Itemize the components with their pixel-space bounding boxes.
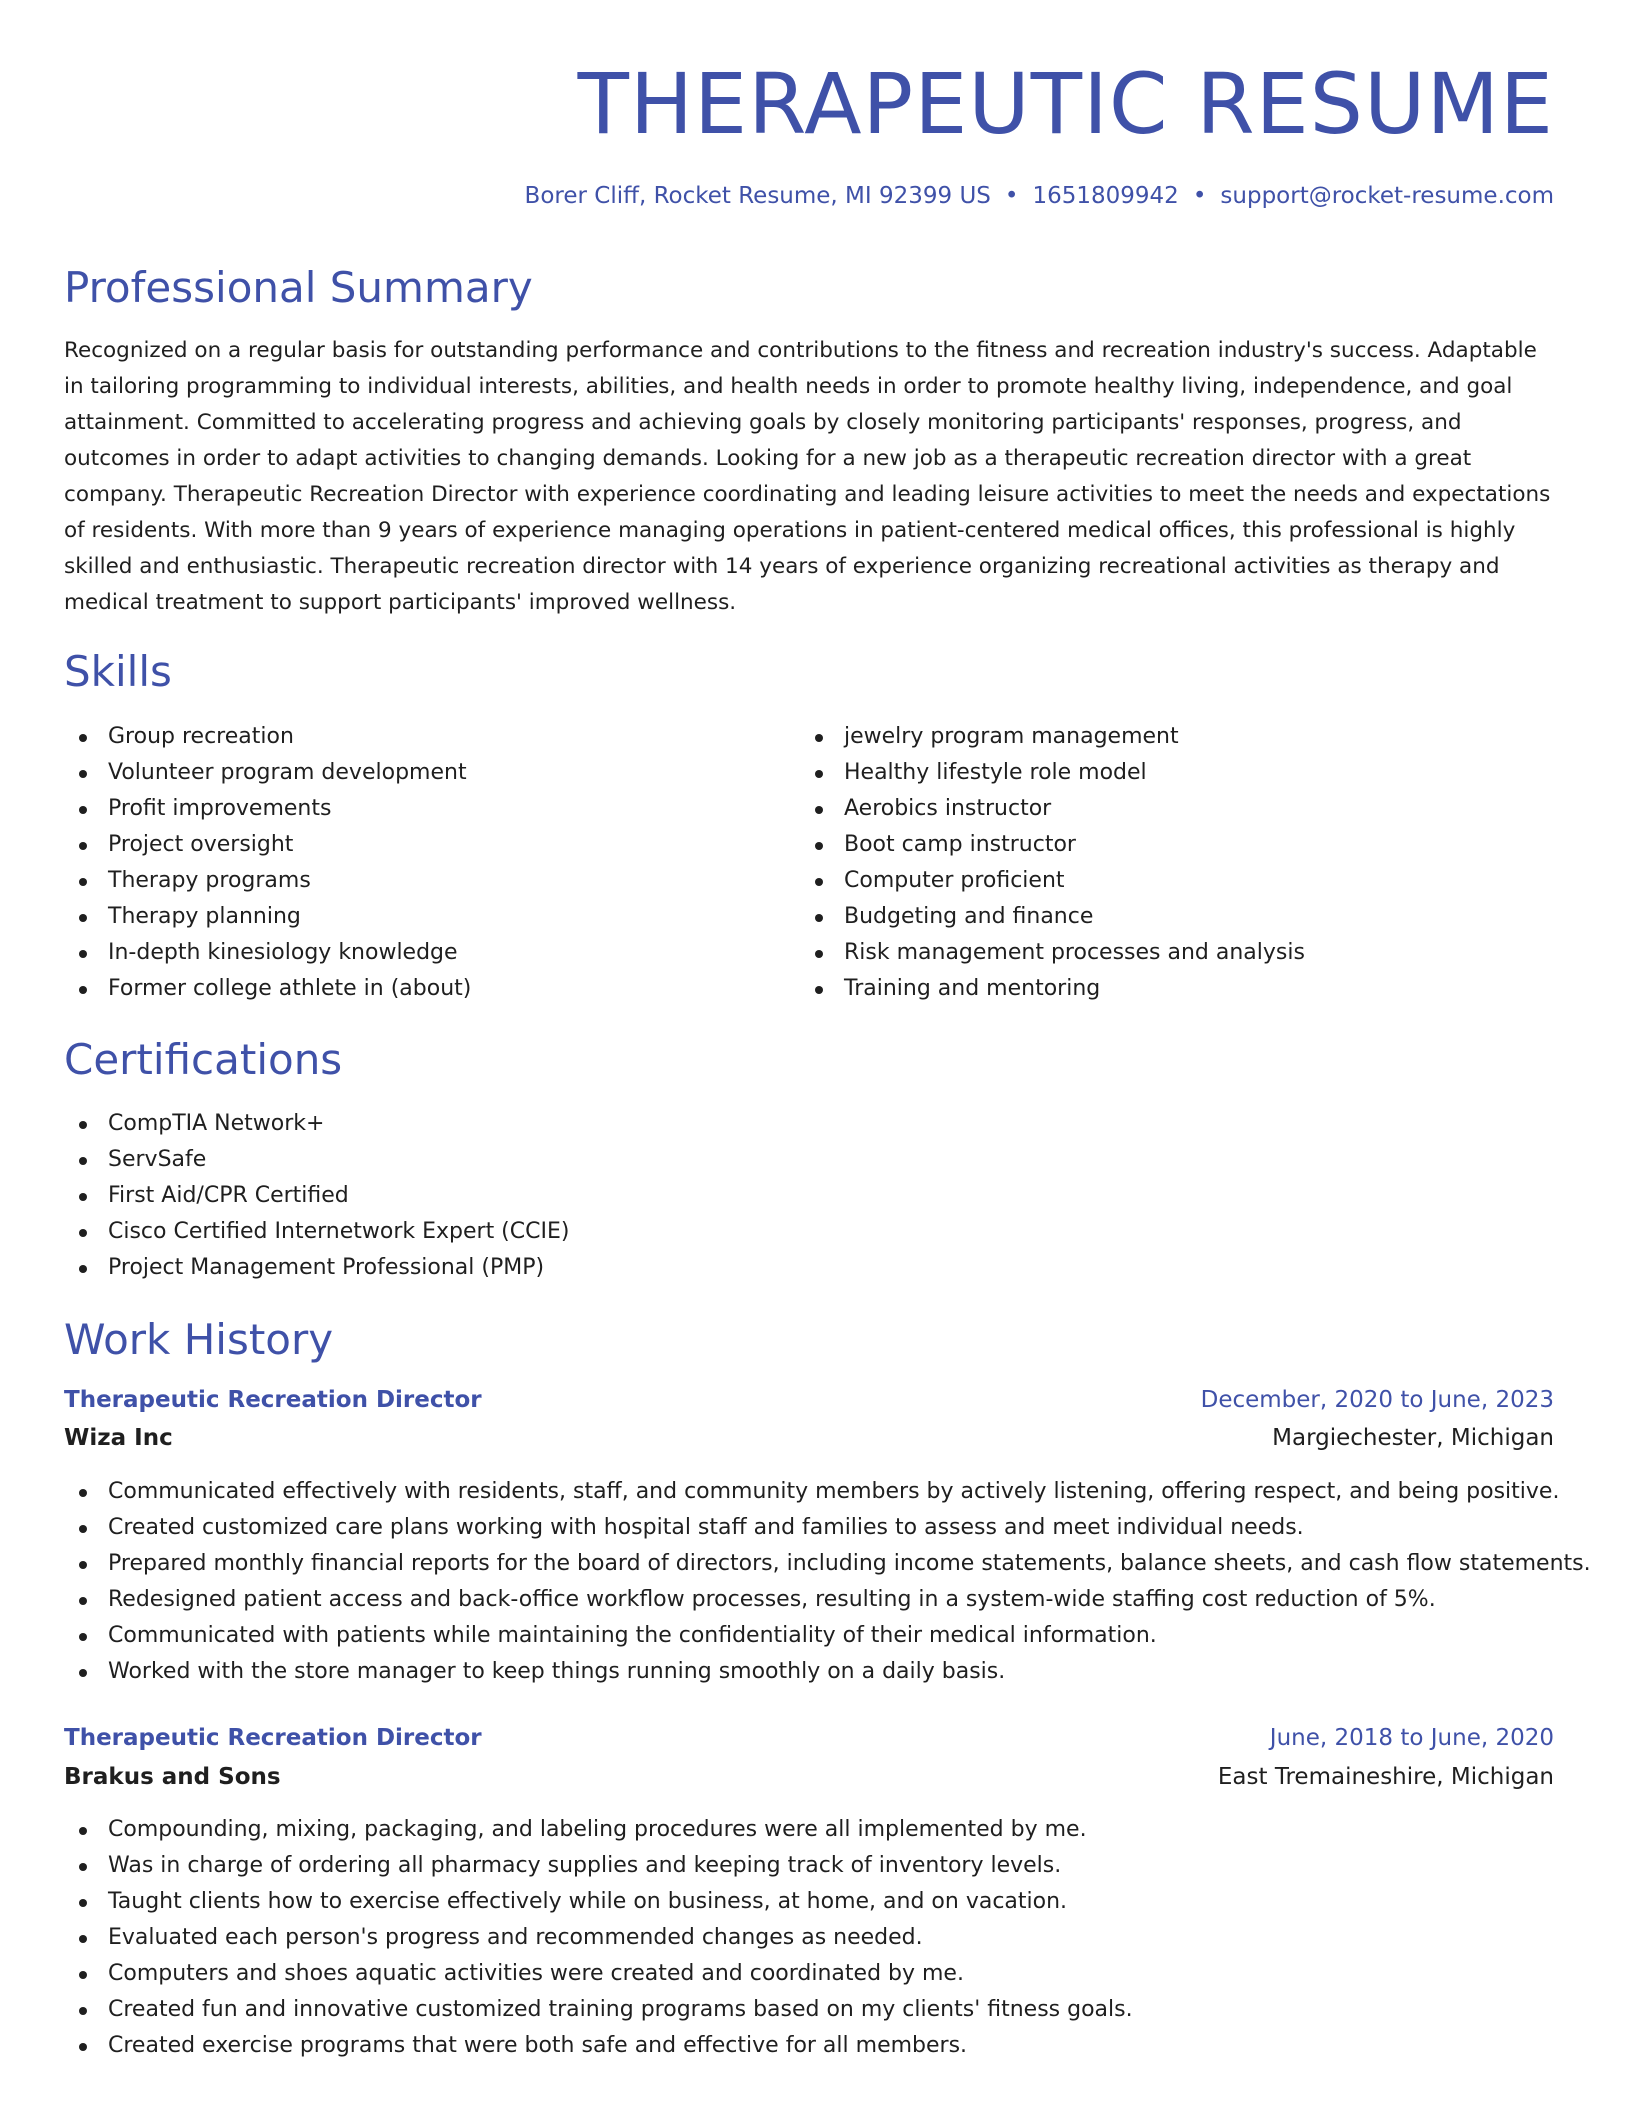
work-history-heading: Work History — [64, 1315, 334, 1364]
skill-item: Budgeting and finance — [800, 899, 1305, 935]
job-location: Margiechester, Michigan — [1272, 1425, 1554, 1451]
skills-heading: Skills — [64, 647, 172, 696]
certification-item: Cisco Certified Internetwork Expert (CCIE) — [64, 1214, 569, 1250]
job-title: Therapeutic Recreation Director — [64, 1725, 482, 1751]
job-bullets — [64, 1812, 1554, 2064]
summary-text: Recognized on a regular basis for outstanding performance and contributions to the fitness and recreation industry's success. Adaptable in tailoring programming to individual interests, abilities, and health needs in order to promote healthy living, independence, and goal attainment. Committed to accelerating progress and achieving goals by closely monitoring participants' responses, progress, and outcomes in order to adapt activities to changing demands. Looking for a new job as a therapeutic recreation director with a great company. Therapeutic Recreation Director with experience coordinating and leading leisure activities to meet the needs and expectations of residents. With more than 9 years of experience managing operations in patient-centered medical offices, this professional is highly skilled and enthusiastic. Therapeutic recreation director with 14 years of experience organizing recreational activities as therapy and medical treatment to support participants' improved wellness. — [64, 338, 1551, 615]
skill-item: Computer proficient — [800, 863, 1305, 899]
job-dates: June, 2018 to June, 2020 — [1269, 1725, 1554, 1751]
certification-item: Project Management Professional (PMP) — [64, 1250, 569, 1286]
job-bullet: Created fun and innovative customized training programs based on my clients' fitness goals. — [64, 1992, 1554, 2028]
summary-heading: Professional Summary — [64, 263, 533, 312]
skill-item: jewelry program management — [800, 719, 1305, 755]
job-dates: December, 2020 to June, 2023 — [1200, 1387, 1554, 1413]
resume-title: THERAPEUTIC RESUME — [577, 55, 1554, 153]
job-bullet: Was in charge of ordering all pharmacy supplies and keeping track of inventory levels. — [64, 1848, 1554, 1884]
skill-item: Healthy lifestyle role model — [800, 755, 1305, 791]
contact-phone: 1651809942 — [1032, 183, 1179, 209]
skill-item: Project oversight — [64, 827, 471, 863]
skill-item: Former college athlete in (about) — [64, 971, 471, 1007]
skill-item: In-depth kinesiology knowledge — [64, 935, 471, 971]
job-bullet: Computers and shoes aquatic activities were created and coordinated by me. — [64, 1956, 1554, 1992]
contact-address: Borer Cliff, Rocket Resume, MI 92399 US — [524, 183, 991, 209]
job-title: Therapeutic Recreation Director — [64, 1387, 482, 1413]
job-bullet: Created customized care plans working with hospital staff and families to assess and meet individual needs. — [64, 1510, 1554, 1546]
contact-line — [525, 180, 1554, 212]
job-company: Brakus and Sons — [64, 1764, 281, 1790]
job-company: Wiza Inc — [64, 1425, 173, 1451]
job-bullet: Worked with the store manager to keep things running smoothly on a daily basis. — [64, 1654, 1554, 1690]
job-bullet: Taught clients how to exercise effectively while on business, at home, and on vacation. — [64, 1884, 1554, 1920]
skill-item: Aerobics instructor — [800, 791, 1305, 827]
certifications-list — [64, 1106, 569, 1286]
certification-item: First Aid/CPR Certified — [64, 1178, 569, 1214]
skill-item: Boot camp instructor — [800, 827, 1305, 863]
job-bullet: Created exercise programs that were both safe and effective for all members. — [64, 2028, 1554, 2064]
skill-item: Risk management processes and analysis — [800, 935, 1305, 971]
skills-list-right — [800, 719, 1305, 1007]
job-location: East Tremaineshire, Michigan — [1217, 1764, 1554, 1790]
skill-item: Profit improvements — [64, 791, 471, 827]
job-bullet: Prepared monthly financial reports for the board of directors, including income statements, balance sheets, and cash flow statements. — [64, 1546, 1554, 1582]
skill-item: Training and mentoring — [800, 971, 1305, 1007]
skills-list-left — [64, 719, 471, 1007]
skill-item: Therapy planning — [64, 899, 471, 935]
skill-item: Therapy programs — [64, 863, 471, 899]
contact-separator: • — [1004, 183, 1019, 209]
job-bullet: Evaluated each person's progress and recommended changes as needed. — [64, 1920, 1554, 1956]
skill-item: Volunteer program development — [64, 755, 471, 791]
certification-item: ServSafe — [64, 1142, 569, 1178]
job-bullet: Redesigned patient access and back-office workflow processes, resulting in a system-wide staffing cost reduction of 5%. — [64, 1582, 1554, 1618]
job-bullet: Communicated effectively with residents, staff, and community members by actively listening, offering respect, and being positive. — [64, 1474, 1554, 1510]
certification-item: CompTIA Network+ — [64, 1106, 569, 1142]
job-bullets — [64, 1474, 1591, 1690]
certifications-heading: Certifications — [64, 1035, 343, 1084]
contact-separator: • — [1192, 183, 1207, 209]
job-bullet: Communicated with patients while maintaining the confidentiality of their medical information. — [64, 1618, 1554, 1654]
contact-email[interactable]: support@rocket-resume.com — [1220, 183, 1554, 209]
job-bullet: Compounding, mixing, packaging, and labeling procedures were all implemented by me. — [64, 1812, 1554, 1848]
skill-item: Group recreation — [64, 719, 471, 755]
